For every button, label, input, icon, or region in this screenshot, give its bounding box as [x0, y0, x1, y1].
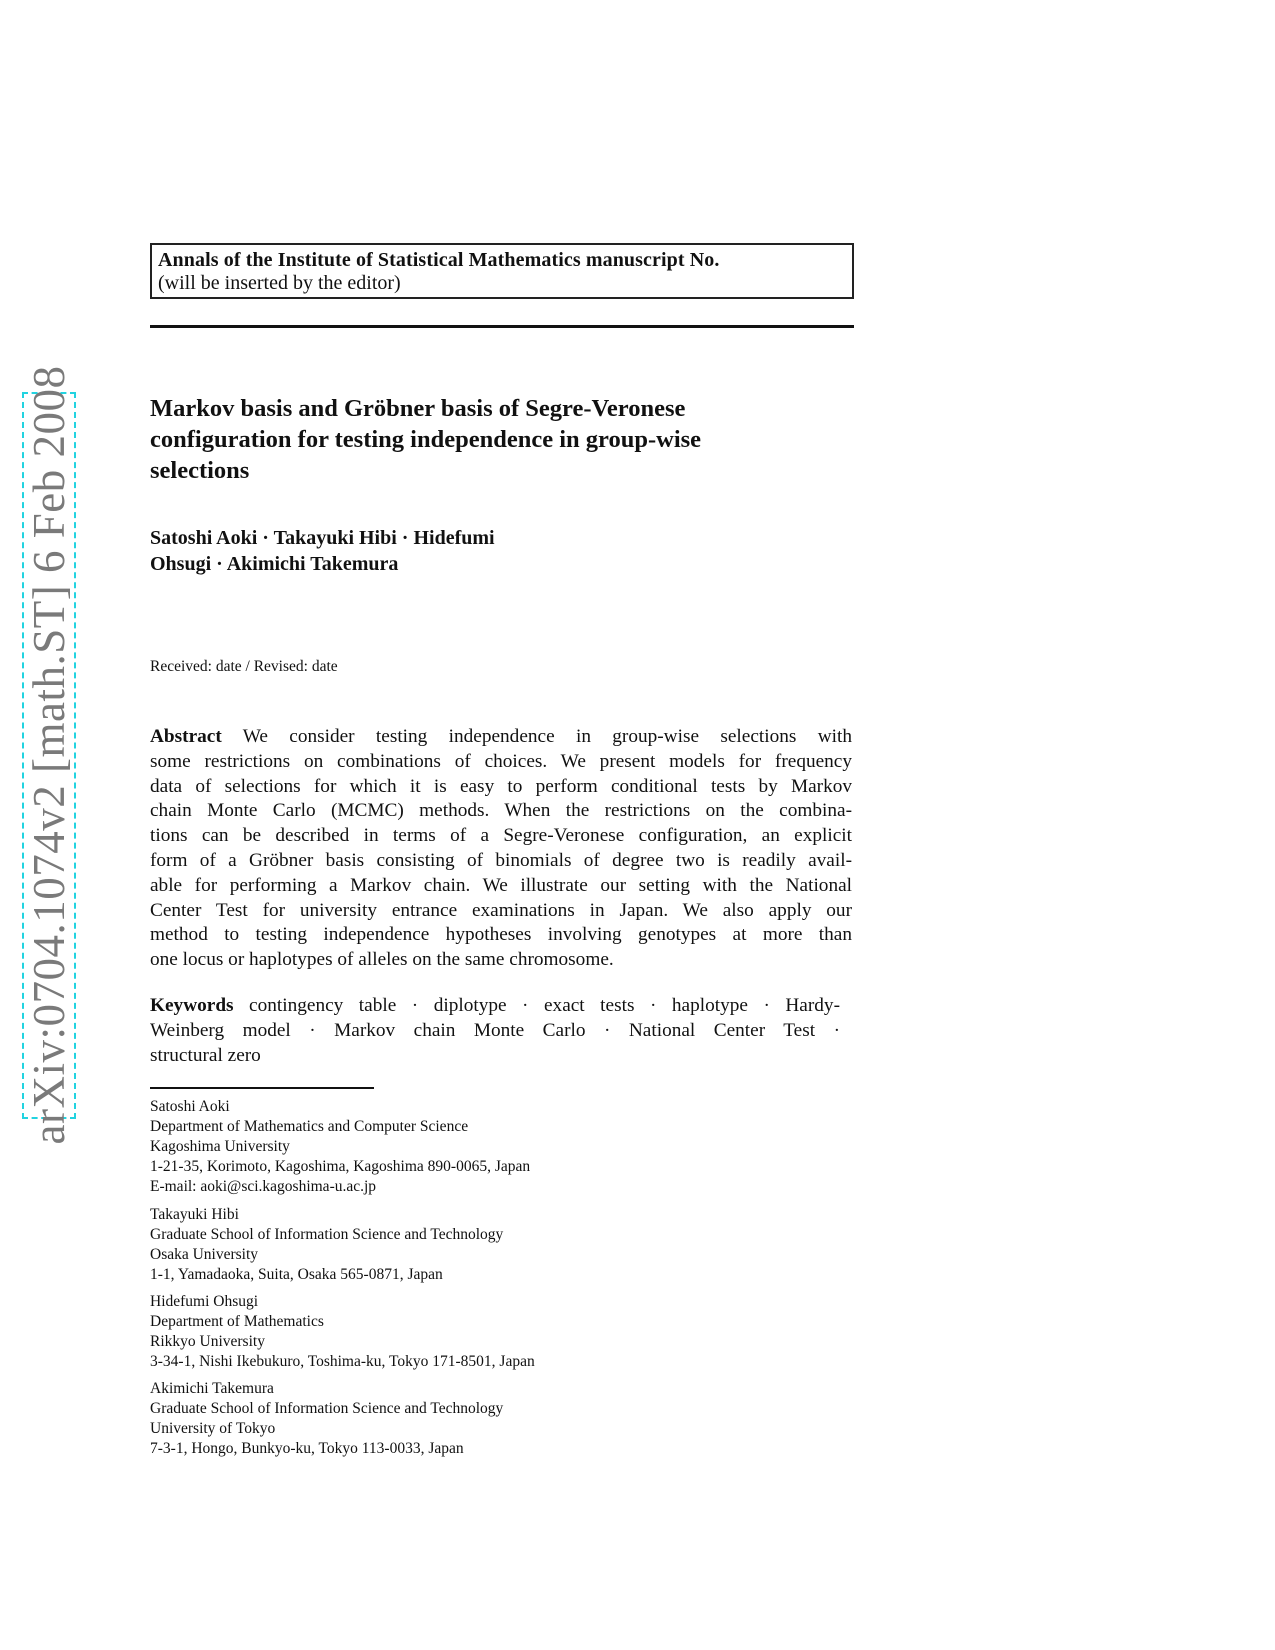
- affiliation-line: Osaka University: [150, 1246, 259, 1263]
- abstract-line: data of selections for which it is easy to perform conditional tests by Markov: [150, 775, 852, 797]
- affiliation-line: 1-21-35, Korimoto, Kagoshima, Kagoshima 890-0065, Japan: [150, 1158, 531, 1175]
- keywords: [150, 994, 840, 1068]
- journal-title: Annals of the Institute of Statistical Mathematics manuscript No.: [158, 249, 720, 271]
- abstract: [150, 725, 852, 973]
- affiliation-name: Satoshi Aoki: [150, 1098, 230, 1115]
- affiliation-takemura: [150, 1379, 503, 1459]
- affiliation-aoki: [150, 1097, 530, 1197]
- journal-header-box: [150, 243, 854, 299]
- arxiv-identifier: arXiv:0704.1074v2 [math.ST] 6 Feb 2008: [24, 365, 74, 1145]
- affiliation-line: Department of Mathematics: [150, 1313, 324, 1330]
- affiliation-email: E-mail: aoki@sci.kagoshima-u.ac.jp: [150, 1178, 377, 1195]
- abstract-line: able for performing a Markov chain. We illustrate our setting with the National: [150, 874, 852, 896]
- affiliation-name: Takayuki Hibi: [150, 1206, 239, 1223]
- affiliation-line: Department of Mathematics and Computer Science: [150, 1118, 469, 1135]
- abstract-label: Abstract: [150, 726, 222, 747]
- affiliation-line: 1-1, Yamadaoka, Suita, Osaka 565-0871, Japan: [150, 1266, 443, 1283]
- affiliation-ohsugi: [150, 1292, 535, 1372]
- affiliation-line: Rikkyo University: [150, 1333, 265, 1350]
- title-line: configuration for testing independence in group-wise: [150, 426, 702, 453]
- author-line: Satoshi Aoki · Takayuki Hibi · Hidefumi: [150, 527, 495, 549]
- affiliation-line: Kagoshima University: [150, 1138, 290, 1155]
- abstract-line: chain Monte Carlo (MCMC) methods. When the restrictions on the combina-: [150, 800, 852, 822]
- keywords-text: contingency table · diplotype · exact tests · haplotype · Hardy-: [233, 995, 840, 1016]
- title-line: Markov basis and Gröbner basis of Segre-Veronese: [150, 395, 686, 422]
- abstract-line: [150, 725, 852, 750]
- affiliation-line: Graduate School of Information Science and Technology: [150, 1400, 504, 1417]
- header-rule: [150, 325, 854, 328]
- received-date: Received: date / Revised: date: [150, 658, 338, 675]
- abstract-line: method to testing independence hypotheses involving genotypes at more than: [150, 924, 852, 946]
- footnote-rule: [150, 1087, 374, 1089]
- keywords-line: [150, 994, 840, 1019]
- keywords-line: Weinberg model · Markov chain Monte Carlo · National Center Test ·: [150, 1019, 840, 1041]
- abstract-line: Center Test for university entrance examinations in Japan. We also apply our: [150, 899, 852, 921]
- keywords-label: Keywords: [150, 995, 234, 1016]
- author-line: Ohsugi · Akimichi Takemura: [150, 553, 399, 575]
- abstract-text: We consider testing independence in group-wise selections with: [221, 726, 852, 747]
- author-list: [150, 525, 495, 577]
- affiliation-line: 7-3-1, Hongo, Bunkyo-ku, Tokyo 113-0033, Japan: [150, 1440, 464, 1457]
- affiliation-line: University of Tokyo: [150, 1420, 276, 1437]
- affiliation-name: Akimichi Takemura: [150, 1380, 274, 1397]
- title-line: selections: [150, 457, 250, 484]
- abstract-line: some restrictions on combinations of choices. We present models for frequency: [150, 750, 852, 772]
- paper-title: [150, 393, 870, 486]
- affiliation-line: Graduate School of Information Science and Technology: [150, 1226, 504, 1243]
- affiliation-hibi: [150, 1205, 503, 1285]
- affiliation-line: 3-34-1, Nishi Ikebukuro, Toshima-ku, Tokyo 171-8501, Japan: [150, 1353, 535, 1370]
- abstract-line: one locus or haplotypes of alleles on the same chromosome.: [150, 949, 614, 971]
- abstract-line: tions can be described in terms of a Segre-Veronese configuration, an explicit: [150, 825, 852, 847]
- affiliation-name: Hidefumi Ohsugi: [150, 1293, 259, 1310]
- journal-subtitle: (will be inserted by the editor): [158, 272, 401, 294]
- keywords-line: structural zero: [150, 1044, 261, 1066]
- abstract-line: form of a Gröbner basis consisting of binomials of degree two is readily avail-: [150, 849, 852, 871]
